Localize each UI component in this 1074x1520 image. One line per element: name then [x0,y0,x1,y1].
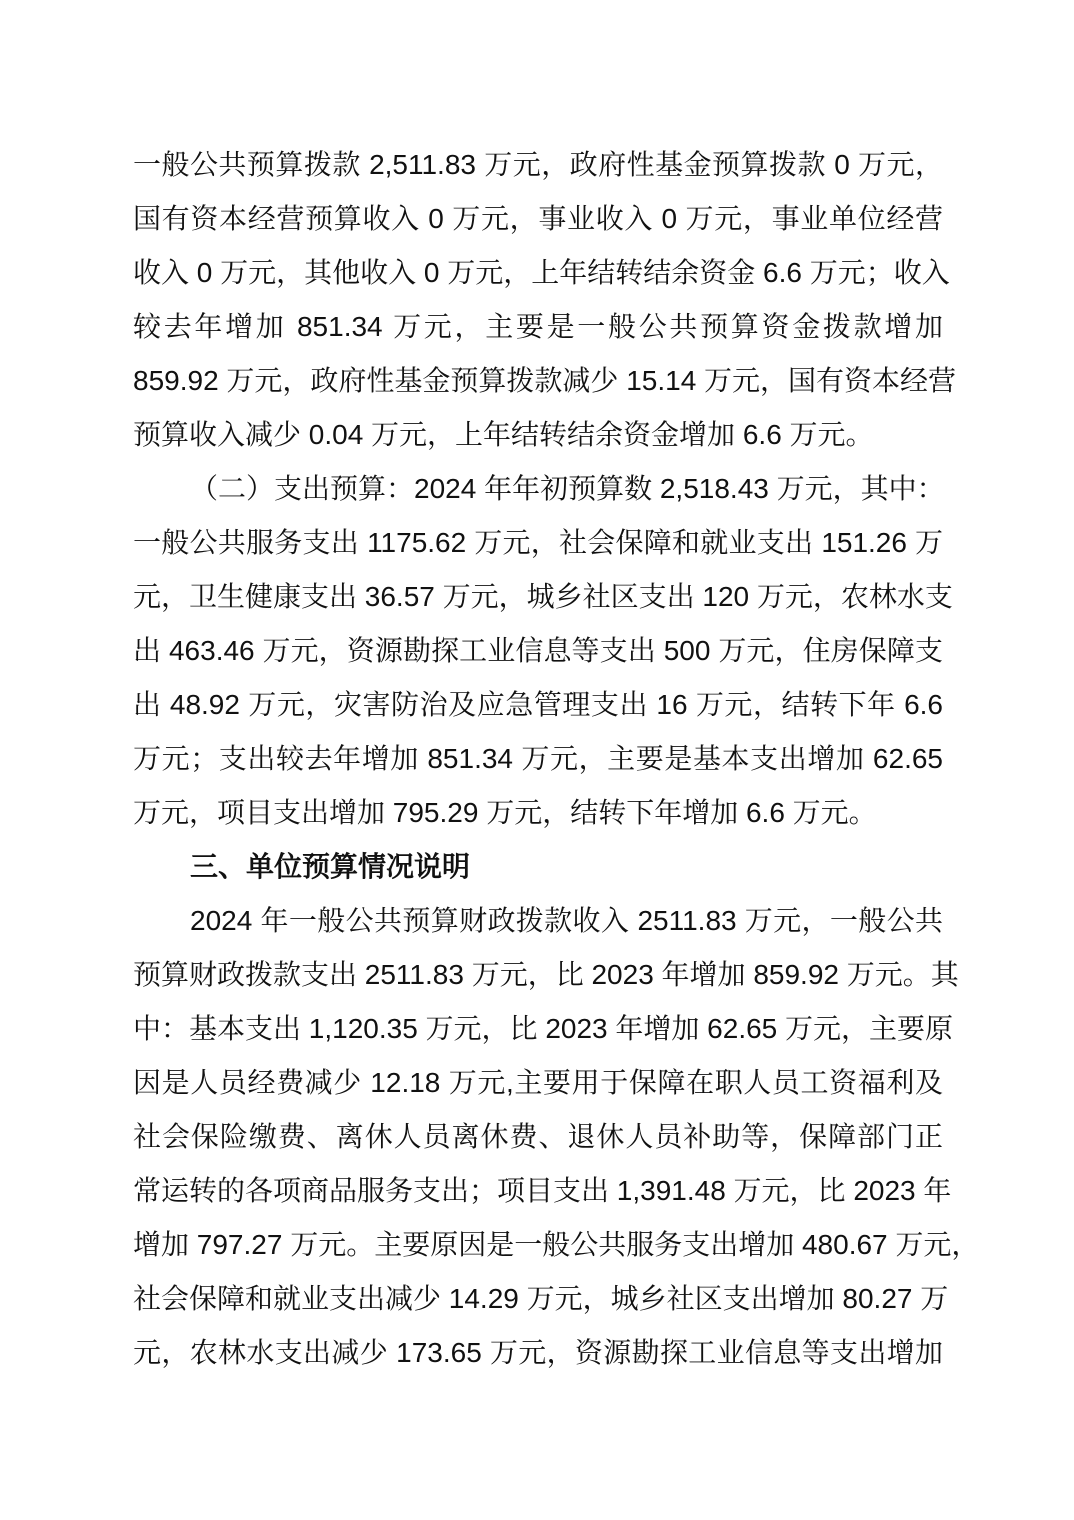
text-line: 中：基本支出 1,120.35 万元，比 2023 年增加 62.65 万元，主要原 [133,1013,954,1044]
text-line: 一般公共预算拨款 2,511.83 万元，政府性基金预算拨款 0 万元， [133,149,943,180]
text-line: 因是人员经费减少 12.18 万元,主要用于保障在职人员工资福利及 [133,1067,943,1098]
text-line: 国有资本经营预算收入 0 万元，事业收入 0 万元，事业单位经营 [133,203,943,234]
text-line: 预算收入减少 0.04 万元，上年结转结余资金增加 6.6 万元。 [133,419,874,450]
text-line: 较去年增加 851.34 万元，主要是一般公共预算资金拨款增加 [133,311,943,342]
document-page [133,138,980,1380]
text-line: 预算财政拨款支出 2511.83 万元，比 2023 年增加 859.92 万元。其 [133,959,959,990]
text-line: 常运转的各项商品服务支出；项目支出 1,391.48 万元，比 2023 年 [133,1175,952,1206]
section-heading: 三、单位预算情况说明 [190,851,471,882]
text-line: 859.92 万元，政府性基金预算拨款减少 15.14 万元，国有资本经营 [133,365,957,396]
text-line: 元，卫生健康支出 36.57 万元，城乡社区支出 120 万元，农林水支 [133,581,953,612]
text-line: 元，农林水支出减少 173.65 万元，资源勘探工业信息等支出增加 [133,1337,943,1368]
text-line: 社会保障和就业支出减少 14.29 万元，城乡社区支出增加 80.27 万 [133,1283,949,1314]
text-line: 增加 797.27 万元。主要原因是一般公共服务支出增加 480.67 万元， [133,1229,980,1260]
text-line: 出 463.46 万元，资源勘探工业信息等支出 500 万元，住房保障支 [133,635,943,666]
text-line: 收入 0 万元，其他收入 0 万元，上年结转结余资金 6.6 万元；收入 [133,257,950,288]
text-line: 社会保险缴费、离休人员离休费、退休人员补助等，保障部门正 [133,1121,943,1152]
text-line: 2024 年一般公共预算财政拨款收入 2511.83 万元，一般公共 [190,905,943,936]
text-line: 万元，项目支出增加 795.29 万元，结转下年增加 6.6 万元。 [133,797,877,828]
text-line: 万元；支出较去年增加 851.34 万元，主要是基本支出增加 62.65 [133,743,943,774]
text-line: 一般公共服务支出 1175.62 万元，社会保障和就业支出 151.26 万 [133,527,943,558]
text-line: 出 48.92 万元，灾害防治及应急管理支出 16 万元，结转下年 6.6 [133,689,943,720]
text-line: （二）支出预算：2024 年年初预算数 2,518.43 万元，其中： [190,473,945,504]
